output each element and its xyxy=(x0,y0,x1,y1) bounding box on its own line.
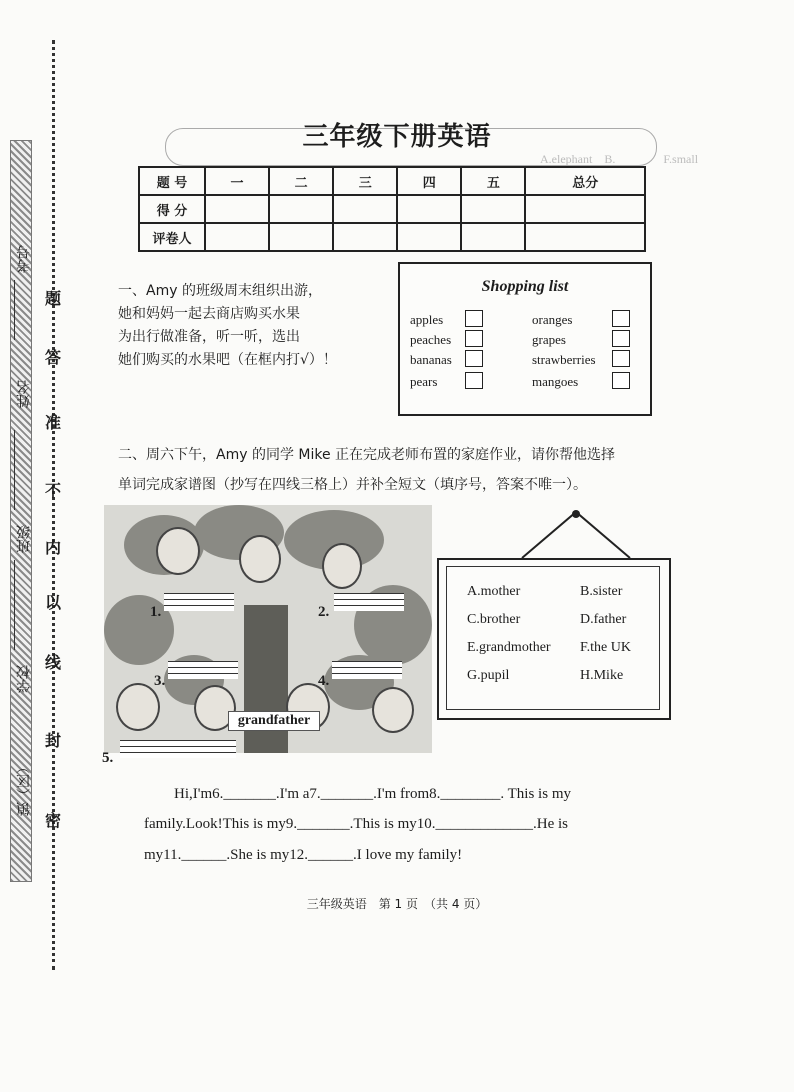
writing-lines-4[interactable] xyxy=(332,661,402,679)
option-g: G.pupil xyxy=(467,668,510,683)
score-table xyxy=(138,166,646,252)
fruit-label-bananas: bananas xyxy=(410,352,452,367)
option-e: E.grandmother xyxy=(467,640,551,655)
score-entry[interactable] xyxy=(461,223,525,251)
tree-number-4: 4. xyxy=(318,673,330,689)
writing-lines-3[interactable] xyxy=(168,661,238,679)
score-entry[interactable] xyxy=(461,195,525,223)
label-district: 镇（区） xyxy=(16,760,32,816)
family-member-face xyxy=(322,543,362,589)
score-entry[interactable] xyxy=(333,223,397,251)
seal-word-5: 内 xyxy=(45,538,62,557)
fruit-label-grapes: grapes xyxy=(532,332,566,347)
option-f: F.the UK xyxy=(580,640,631,655)
section2-line: 单词完成家谱图（抄写在四线三格上）并补全短文（填序号，答案不唯一）。 xyxy=(118,477,587,493)
checkbox-apples[interactable] xyxy=(465,310,483,327)
score-cell: 三 xyxy=(333,167,397,195)
page-title: 三年级下册英语 xyxy=(302,122,492,152)
tree-number-1: 1. xyxy=(150,604,162,620)
option-a: A.mother xyxy=(467,584,521,599)
writing-lines-5[interactable] xyxy=(120,740,236,758)
seal-word-4: 以 xyxy=(45,593,62,612)
line-name xyxy=(14,280,17,340)
score-entry[interactable] xyxy=(397,223,461,251)
score-cell: 四 xyxy=(397,167,461,195)
fruit-label-strawberries: strawberries xyxy=(532,352,596,367)
paragraph-line-2: family.Look!This is my9._______.This is my10._____________.He is xyxy=(144,816,569,832)
shopping-list xyxy=(398,262,652,416)
score-entry[interactable] xyxy=(269,223,333,251)
paragraph-line-1: Hi,I'm6._______.I'm a7._______.I'm from8.________. This is my xyxy=(174,786,571,802)
writing-lines-2[interactable] xyxy=(334,593,404,611)
paragraph-line-3: my11.______.She is my12.______.I love my family! xyxy=(144,847,463,863)
bleed-through-text: A.elephant B. F.small xyxy=(540,152,699,166)
section1-line: 她和妈妈一起去商店购买水果 xyxy=(118,306,300,322)
family-member-face xyxy=(239,535,281,583)
score-cell: 一 xyxy=(205,167,269,195)
score-header-row xyxy=(139,167,645,195)
checkbox-grapes[interactable] xyxy=(612,330,630,347)
page-footer: 三年级英语 第 1 页 （共 4 页） xyxy=(306,897,488,911)
checkbox-oranges[interactable] xyxy=(612,310,630,327)
fruit-label-pears: pears xyxy=(410,374,438,389)
score-entry[interactable] xyxy=(205,195,269,223)
fruit-label-peaches: peaches xyxy=(410,332,452,347)
checkbox-strawberries[interactable] xyxy=(612,350,630,367)
family-member-face xyxy=(372,687,414,733)
option-c: C.brother xyxy=(467,612,521,627)
score-cell: 题 号 xyxy=(139,167,205,195)
section2-instructions xyxy=(118,440,615,500)
section1-line: 为出行做准备，听一听，选出 xyxy=(118,329,300,345)
fruit-label-mangoes: mangoes xyxy=(532,374,579,389)
score-entry[interactable] xyxy=(269,195,333,223)
family-member-face xyxy=(116,683,160,731)
line-class xyxy=(14,430,17,510)
grandfather-label: grandfather xyxy=(228,711,320,731)
label-exam-number: 考号 xyxy=(16,245,32,273)
checkbox-bananas[interactable] xyxy=(465,350,483,367)
tree-number-5: 5. xyxy=(102,750,114,766)
fruit-label-apples: apples xyxy=(410,312,444,327)
seal-word-9: 题 xyxy=(45,289,62,308)
checkbox-peaches[interactable] xyxy=(465,330,483,347)
score-cell: 二 xyxy=(269,167,333,195)
family-member-face xyxy=(156,527,200,575)
option-b: B.sister xyxy=(580,584,623,599)
score-row xyxy=(139,195,645,223)
seal-word-1: 密 xyxy=(45,811,62,830)
option-d: D.father xyxy=(580,612,627,627)
score-entry[interactable] xyxy=(205,223,269,251)
score-cell: 评卷人 xyxy=(139,223,205,251)
label-name: 姓名 xyxy=(16,380,32,408)
writing-lines-1[interactable] xyxy=(164,593,234,611)
section1-instructions xyxy=(118,280,337,372)
board-hanger xyxy=(520,508,632,560)
score-entry[interactable] xyxy=(525,223,645,251)
score-entry[interactable] xyxy=(397,195,461,223)
shopping-list-title: Shopping list xyxy=(481,278,569,295)
seal-word-2: 封 xyxy=(45,731,62,750)
checkbox-mangoes[interactable] xyxy=(612,372,630,389)
label-class: 班级 xyxy=(16,525,32,553)
family-tree-illustration xyxy=(104,505,432,753)
tree-number-3: 3. xyxy=(154,673,166,689)
section2-line: 二、周六下午，Amy 的同学 Mike 正在完成老师布置的家庭作业，请你帮他选择 xyxy=(118,447,616,463)
grader-row xyxy=(139,223,645,251)
label-school: 学校 xyxy=(16,665,32,693)
score-entry[interactable] xyxy=(333,195,397,223)
section1-line: 她们购买的水果吧（在框内打√）！ xyxy=(118,352,337,368)
seal-word-8: 答 xyxy=(45,348,62,367)
score-entry[interactable] xyxy=(525,195,645,223)
seal-word-7: 准 xyxy=(45,413,62,432)
seal-word-6: 不 xyxy=(45,481,62,500)
option-h: H.Mike xyxy=(580,668,624,683)
score-cell: 总分 xyxy=(525,167,645,195)
fruit-label-oranges: oranges xyxy=(532,312,573,327)
seal-word-3: 线 xyxy=(45,653,62,672)
section1-line: 一、Amy 的班级周末组织出游， xyxy=(118,283,322,299)
line-school xyxy=(14,560,17,650)
tree-number-2: 2. xyxy=(318,604,330,620)
score-cell: 得 分 xyxy=(139,195,205,223)
score-cell: 五 xyxy=(461,167,525,195)
checkbox-pears[interactable] xyxy=(465,372,483,389)
